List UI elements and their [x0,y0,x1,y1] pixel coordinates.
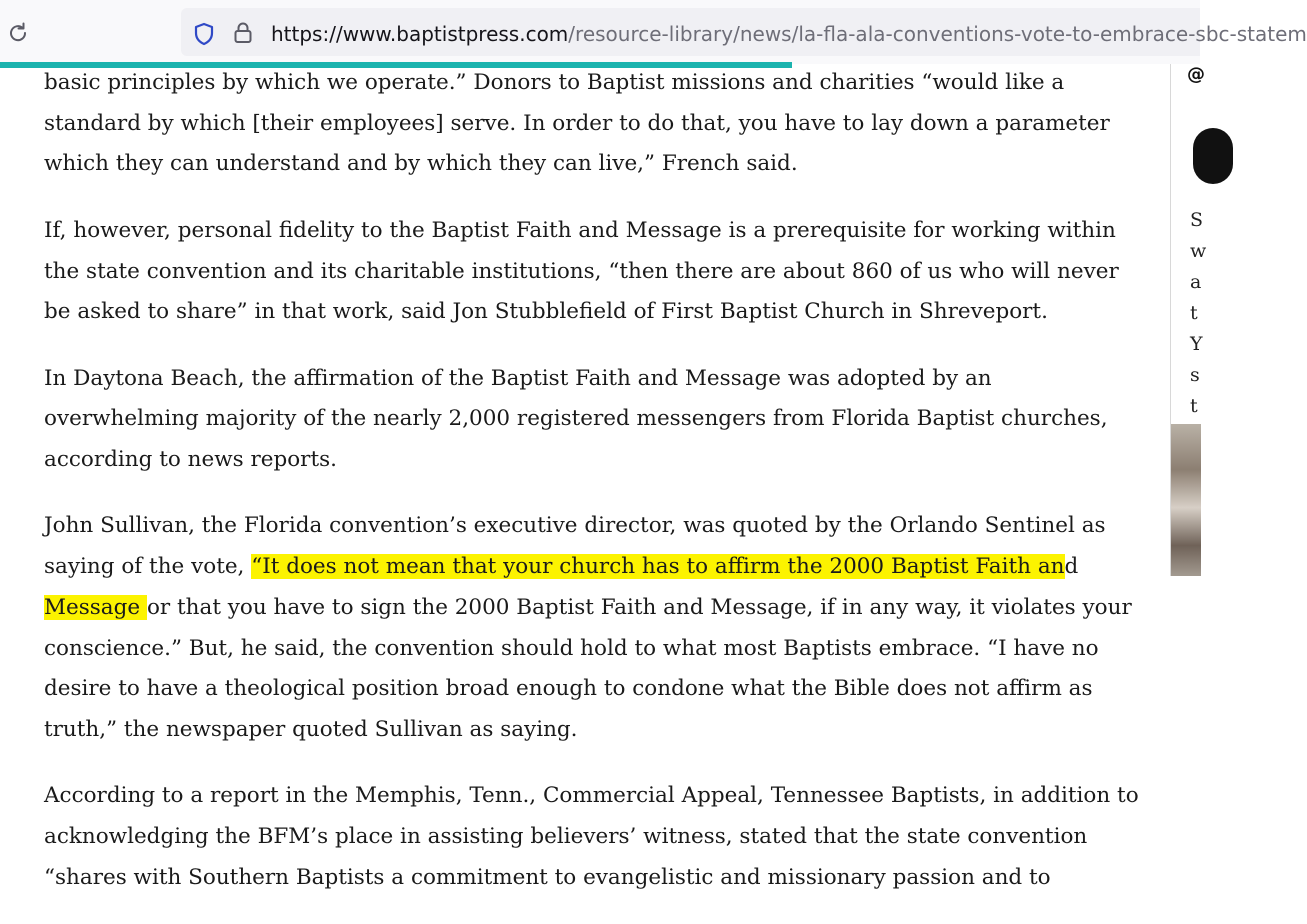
paragraph-1 [44,63,1154,185]
padlock-icon[interactable] [233,21,253,45]
text-line: truth,” the newspaper quoted Sullivan as saying. [44,716,578,742]
text-fragment: d [1064,554,1079,580]
highlighted-quote: “It does not mean that your church has to affirm the 2000 Baptist Faith an [251,554,1065,580]
sidebar-logo-glyph: @ [1187,64,1205,85]
text-line: the state convention and its charitable institutions, “then there are about 860 of us who will never [44,258,1119,284]
text-line: be asked to share” in that work, said Jon Stubblefield of First Baptist Church in Shreveport. [44,299,1048,325]
text-line: “shares with Southern Baptists a commitment to evangelistic and missionary passion and to [44,864,1051,890]
sidebar-panel [1170,64,1207,576]
sidebar-photo[interactable] [1171,424,1201,576]
paragraph-5 [44,776,1154,898]
text-line: according to news reports. [44,447,337,472]
browser-toolbar [0,0,1307,64]
text-line: In Daytona Beach, the affirmation of the Baptist Faith and Message was adopted by an [44,365,992,391]
sidebar-text-line: t [1190,302,1198,324]
sidebar-text[interactable] [1190,205,1206,422]
text-line: which they can understand and by which they can live,” French said. [44,151,798,177]
url-path: /resource-library/news/la-fla-ala-conventions-vote-to-embrace-sbc-statem [568,22,1307,46]
highlighted-quote: Message [44,594,147,620]
text-line: According to a report in the Memphis, Tenn., Commercial Appeal, Tennessee Baptists, in addition to [44,783,1139,809]
text-line: overwhelming majority of the nearly 2,000 registered messengers from Florida Baptist churches, [44,406,1108,432]
text-line: If, however, personal fidelity to the Baptist Faith and Message is a prerequisite for working within [44,217,1116,243]
tracking-shield-icon[interactable] [193,22,215,46]
article-body [44,64,1154,924]
text-line: acknowledging the BFM’s place in assisting believers’ witness, stated that the state convention [44,824,1088,849]
text-line: basic principles by which we operate.” Donors to Baptist missions and charities “would like a [44,70,1065,95]
text-fragment: or that you have to sign the 2000 Baptist Faith and Message, if in any way, it violates your [146,594,1132,620]
text-line: John Sullivan, the Florida convention’s executive director, was quoted by the Orlando Sentinel as [44,513,1106,539]
sidebar-text-line: S [1190,209,1204,231]
sidebar-text-line: s [1190,364,1200,386]
text-line: desire to have a theological position broad enough to condone what the Bible does not affirm as [44,676,1093,702]
text-line: saying of the vote, [44,554,252,580]
url-text[interactable] [271,19,1307,49]
paragraph-4 [44,506,1154,750]
sidebar-text-line: a [1190,271,1202,293]
url-host: https://www.baptistpress.com [271,22,569,46]
text-line: conscience.” But, he said, the convention should hold to what most Baptists embrace. “I have no [44,635,1099,661]
paragraph-3 [44,359,1154,481]
sidebar-text-line: Y [1190,333,1203,355]
reload-icon[interactable] [6,21,30,45]
sidebar-text-line: w [1190,240,1207,262]
sidebar-text-line: t [1190,395,1198,417]
sidebar-dark-badge [1193,128,1233,184]
paragraph-2 [44,211,1154,333]
text-line: standard by which [their employees] serve. In order to do that, you have to lay down a parameter [44,110,1110,136]
